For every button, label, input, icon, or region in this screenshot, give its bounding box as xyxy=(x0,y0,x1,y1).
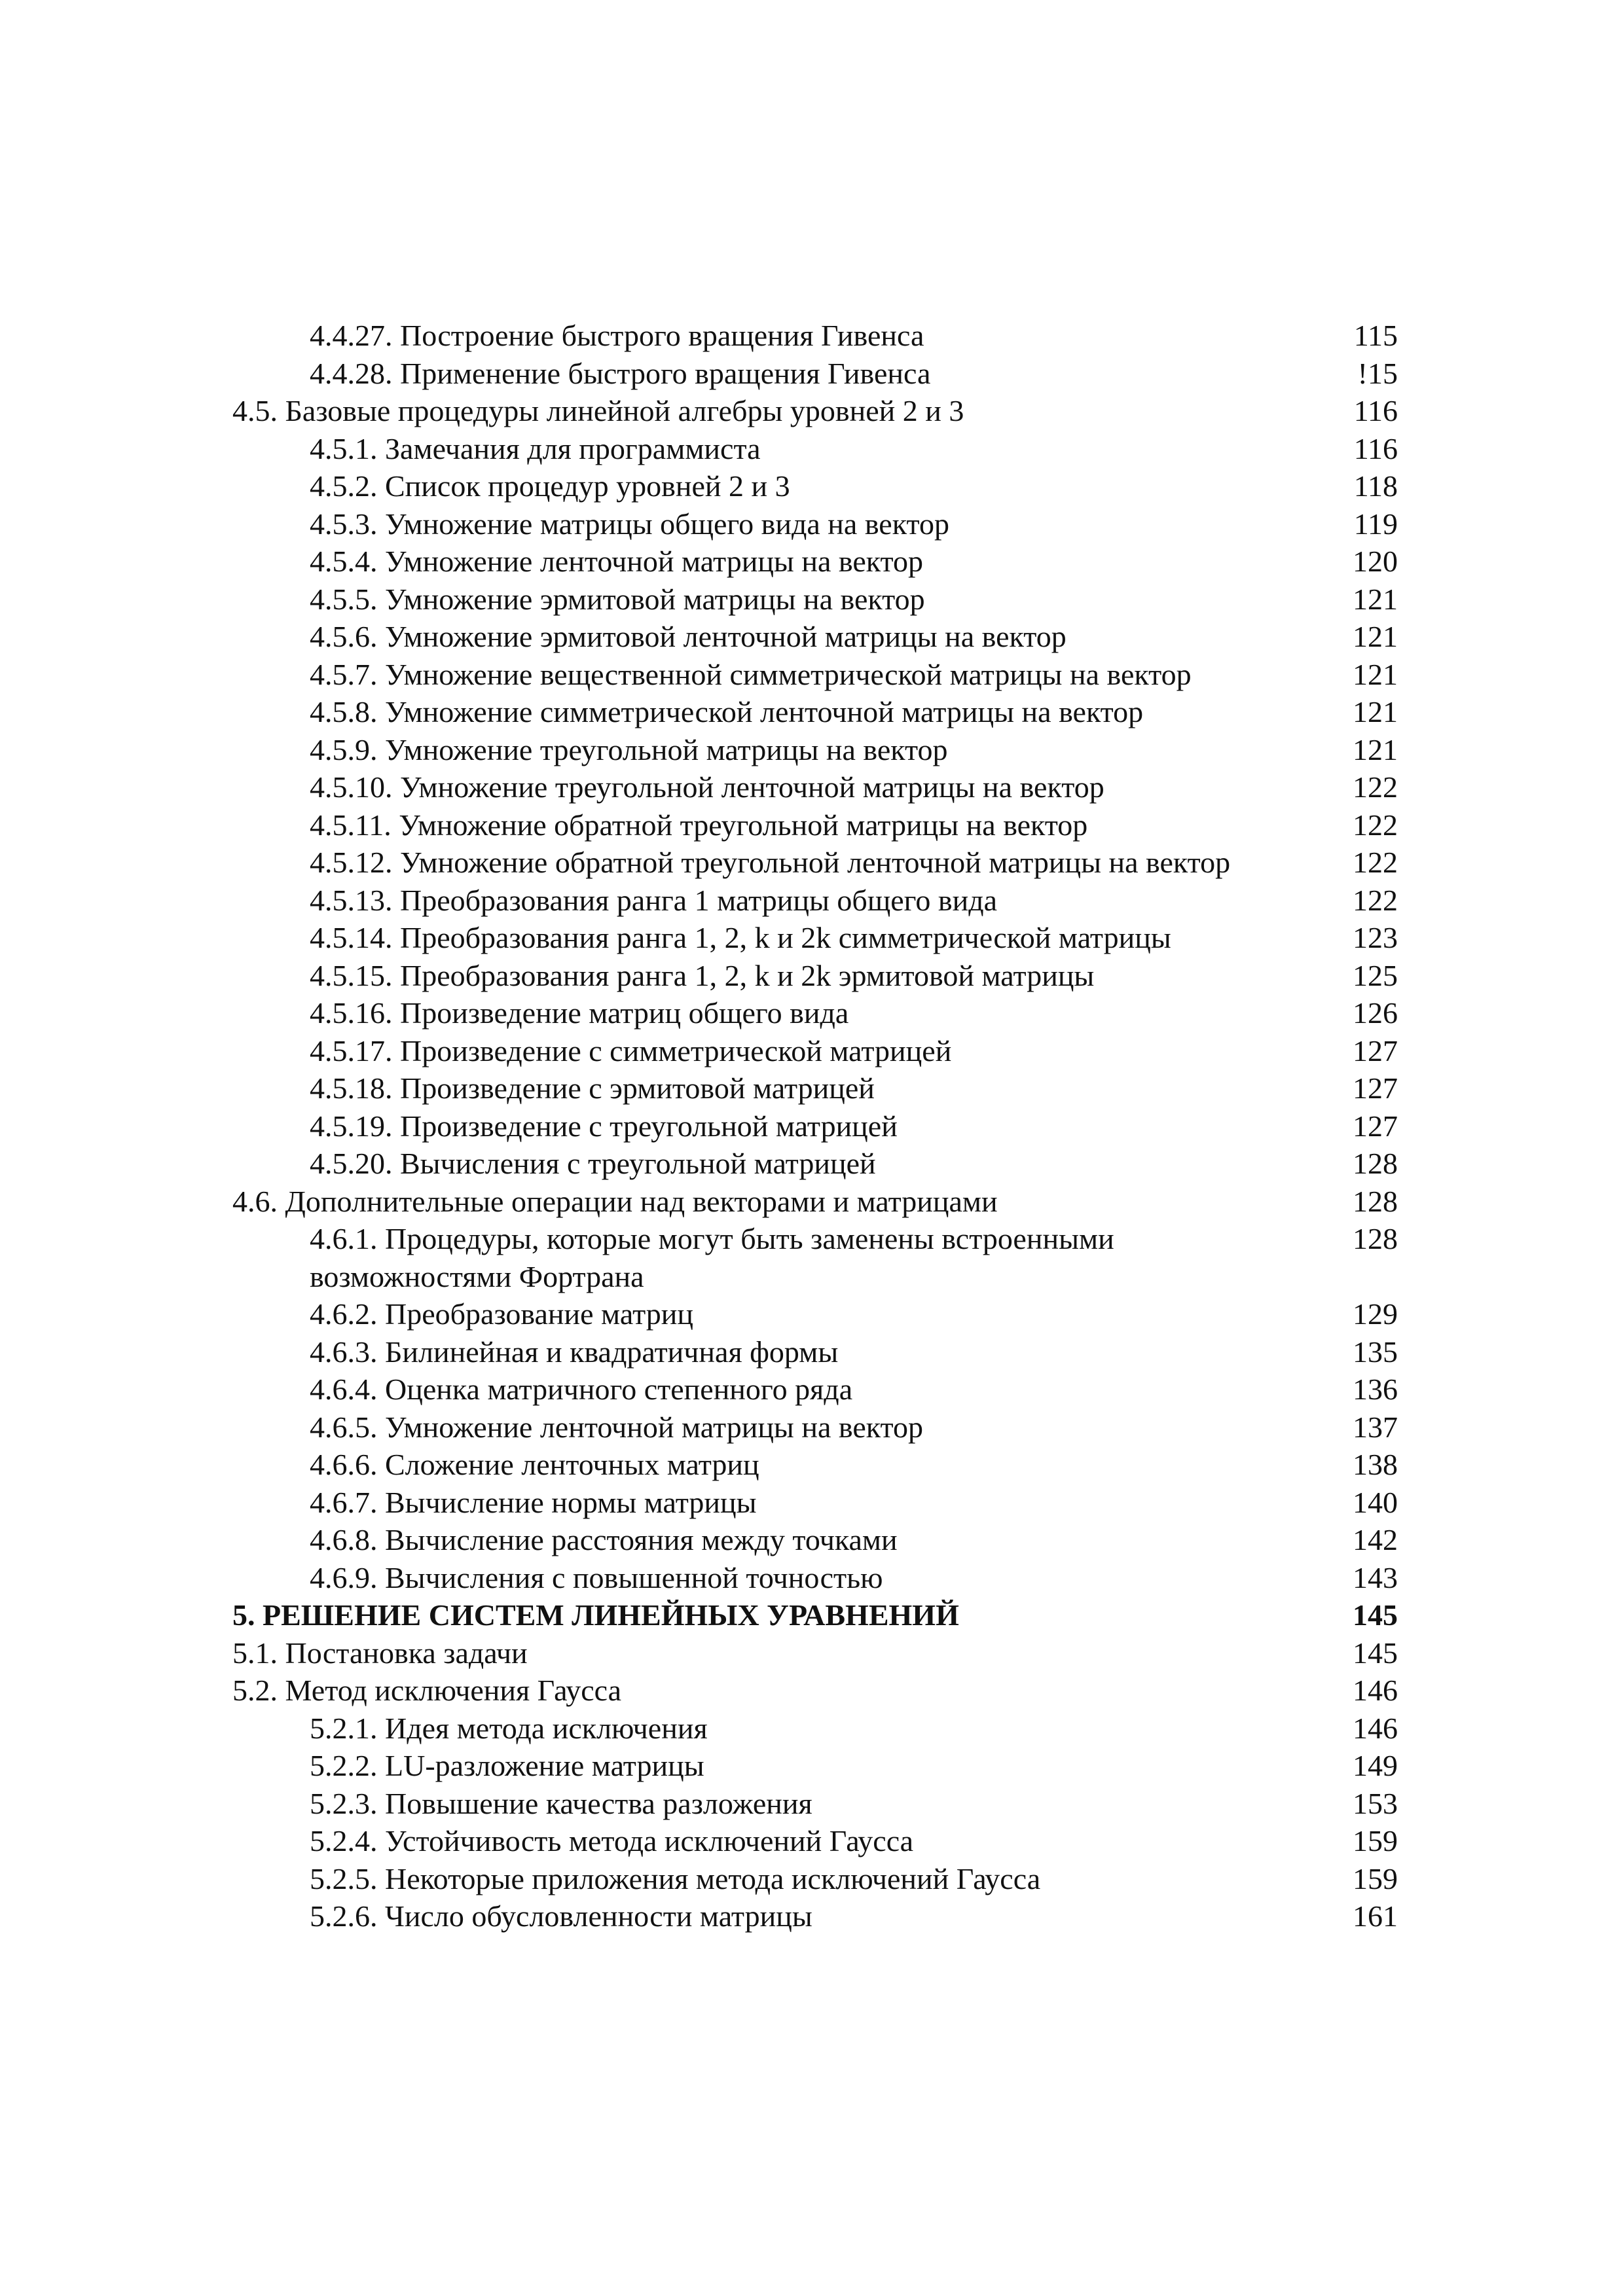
toc-entry-title: 4.5.18. Произведение с эрмитовой матрицей xyxy=(310,1071,875,1105)
toc-entry-title: 4.5.14. Преобразования ранга 1, 2, k и 2k симметрической матрицы xyxy=(310,921,1171,954)
toc-entry-title: 4.6.2. Преобразование матриц xyxy=(310,1297,693,1331)
toc-subsection-entry xyxy=(232,1069,1398,1107)
toc-entry-title: 4.5.5. Умножение эрмитовой матрицы на вектор xyxy=(310,582,925,616)
toc-entry-page-number: 126 xyxy=(1353,996,1398,1030)
toc-entry-title: 4.4.27. Построение быстрого вращения Гивенса xyxy=(310,319,924,352)
toc-entry-title: 5.2.3. Повышение качества разложения xyxy=(310,1786,812,1820)
toc-subsection-entry xyxy=(232,1822,1398,1860)
toc-entry-title: 4.6.1. Процедуры, которые могут быть заменены встроенными возможностями Фортрана xyxy=(310,1222,1114,1293)
toc-subsection-entry xyxy=(232,1295,1398,1333)
toc-entry-page-number: 119 xyxy=(1353,507,1398,541)
toc-entry-page-number: 136 xyxy=(1353,1372,1398,1406)
toc-section-entry xyxy=(232,392,1398,430)
toc-entry-title: 4.4.28. Применение быстрого вращения Гивенса xyxy=(310,356,931,390)
toc-entry-page-number: 128 xyxy=(1353,1184,1398,1218)
toc-entry-page-number: 149 xyxy=(1353,1749,1398,1782)
toc-subsection-entry xyxy=(232,355,1398,393)
toc-entry-title: 4.5. Базовые процедуры линейной алгебры уровней 2 и 3 xyxy=(232,394,964,427)
toc-subsection-entry xyxy=(232,467,1398,505)
toc-entry-page-number: 127 xyxy=(1353,1109,1398,1143)
toc-section-entry xyxy=(232,1634,1398,1672)
toc-section-entry xyxy=(232,1672,1398,1710)
toc-entry-page-number: 120 xyxy=(1353,545,1398,578)
toc-entry-page-number: 121 xyxy=(1353,657,1398,691)
toc-entry-page-number: 122 xyxy=(1353,808,1398,842)
toc-subsection-entry xyxy=(232,317,1398,355)
toc-entry-page-number: 129 xyxy=(1353,1297,1398,1331)
toc-subsection-entry xyxy=(232,656,1398,694)
toc-subsection-entry xyxy=(232,543,1398,581)
toc-entry-page-number: 116 xyxy=(1353,394,1398,427)
toc-entry-page-number: 140 xyxy=(1353,1485,1398,1519)
toc-subsection-entry xyxy=(232,1860,1398,1898)
toc-entry-page-number: 118 xyxy=(1353,469,1398,503)
toc-entry-title: 4.6.5. Умножение ленточной матрицы на вектор xyxy=(310,1410,923,1444)
toc-subsection-entry xyxy=(232,1521,1398,1559)
toc-subsection-entry xyxy=(232,844,1398,882)
toc-subsection-entry xyxy=(232,1446,1398,1484)
toc-subsection-entry xyxy=(232,1897,1398,1935)
toc-entry-page-number: 121 xyxy=(1353,732,1398,766)
toc-entry-page-number: 121 xyxy=(1353,620,1398,653)
toc-subsection-entry xyxy=(232,1333,1398,1371)
toc-subsection-entry xyxy=(232,1107,1398,1145)
toc-entry-page-number: 122 xyxy=(1353,846,1398,879)
toc-entry-title: 5.2.6. Число обусловленности матрицы xyxy=(310,1899,812,1933)
table-of-contents xyxy=(232,317,1398,1935)
toc-entry-title: 4.6.6. Сложение ленточных матриц xyxy=(310,1448,759,1481)
toc-entry-page-number: 116 xyxy=(1353,431,1398,465)
toc-subsection-entry xyxy=(232,1484,1398,1522)
toc-entry-page-number: !15 xyxy=(1357,356,1398,390)
toc-entry-title: 4.5.7. Умножение вещественной симметрической матрицы на вектор xyxy=(310,657,1192,691)
toc-entry-page-number: 125 xyxy=(1353,958,1398,992)
toc-entry-page-number: 145 xyxy=(1353,1598,1398,1632)
toc-entry-title: 4.5.2. Список процедур уровней 2 и 3 xyxy=(310,469,790,503)
toc-entry-title: 4.5.3. Умножение матрицы общего вида на вектор xyxy=(310,507,949,541)
toc-entry-title: 4.5.16. Произведение матриц общего вида xyxy=(310,996,849,1030)
toc-subsection-entry xyxy=(232,882,1398,920)
toc-subsection-entry xyxy=(232,1220,1398,1295)
toc-entry-title: 4.5.4. Умножение ленточной матрицы на вектор xyxy=(310,545,923,578)
toc-entry-page-number: 135 xyxy=(1353,1335,1398,1369)
toc-subsection-entry xyxy=(232,1145,1398,1183)
toc-subsection-entry xyxy=(232,430,1398,468)
toc-entry-title: 5.2.5. Некоторые приложения метода исключений Гаусса xyxy=(310,1861,1041,1895)
toc-entry-page-number: 153 xyxy=(1353,1786,1398,1820)
toc-entry-title: 4.6.3. Билинейная и квадратичная формы xyxy=(310,1335,839,1369)
toc-entry-page-number: 121 xyxy=(1353,695,1398,728)
toc-entry-page-number: 143 xyxy=(1353,1560,1398,1594)
toc-entry-title: 4.6.7. Вычисление нормы матрицы xyxy=(310,1485,757,1519)
toc-subsection-entry xyxy=(232,1371,1398,1408)
toc-entry-page-number: 127 xyxy=(1353,1071,1398,1105)
toc-entry-title: 5.2.2. LU-разложение матрицы xyxy=(310,1749,704,1782)
toc-entry-page-number: 146 xyxy=(1353,1711,1398,1745)
toc-subsection-entry xyxy=(232,1785,1398,1823)
toc-subsection-entry xyxy=(232,1559,1398,1597)
toc-entry-title: 4.5.1. Замечания для программиста xyxy=(310,431,761,465)
toc-entry-title: 4.5.6. Умножение эрмитовой ленточной матрицы на вектор xyxy=(310,620,1067,653)
toc-entry-page-number: 128 xyxy=(1353,1222,1398,1255)
toc-entry-title: 4.6.9. Вычисления с повышенной точностью xyxy=(310,1560,883,1594)
toc-entry-page-number: 122 xyxy=(1353,883,1398,917)
toc-entry-title: 4.5.19. Произведение с треугольной матрицей xyxy=(310,1109,898,1143)
toc-entry-page-number: 159 xyxy=(1353,1861,1398,1895)
toc-entry-page-number: 122 xyxy=(1353,770,1398,804)
toc-subsection-entry xyxy=(232,731,1398,769)
toc-subsection-entry xyxy=(232,1408,1398,1446)
toc-entry-title: 4.5.12. Умножение обратной треугольной ленточной матрицы на вектор xyxy=(310,846,1231,879)
toc-entry-title: 4.6.4. Оценка матричного степенного ряда xyxy=(310,1372,853,1406)
toc-entry-title: 4.6. Дополнительные операции над векторами и матрицами xyxy=(232,1184,998,1218)
toc-subsection-entry xyxy=(232,1747,1398,1785)
toc-entry-title: 4.6.8. Вычисление расстояния между точками xyxy=(310,1523,898,1556)
toc-chapter-entry xyxy=(232,1596,1398,1634)
toc-entry-page-number: 142 xyxy=(1353,1523,1398,1556)
toc-entry-title: 5.2.1. Идея метода исключения xyxy=(310,1711,708,1745)
toc-entry-title: 4.5.15. Преобразования ранга 1, 2, k и 2k эрмитовой матрицы xyxy=(310,958,1095,992)
toc-subsection-entry xyxy=(232,581,1398,619)
toc-subsection-entry xyxy=(232,919,1398,957)
toc-entry-page-number: 159 xyxy=(1353,1824,1398,1857)
toc-subsection-entry xyxy=(232,505,1398,543)
toc-entry-page-number: 121 xyxy=(1353,582,1398,616)
toc-entry-page-number: 128 xyxy=(1353,1147,1398,1180)
toc-entry-title: 4.5.11. Умножение обратной треугольной матрицы на вектор xyxy=(310,808,1088,842)
toc-entry-title: 4.5.20. Вычисления с треугольной матрицей xyxy=(310,1147,876,1180)
toc-entry-page-number: 161 xyxy=(1353,1899,1398,1933)
toc-entry-page-number: 146 xyxy=(1353,1674,1398,1707)
toc-subsection-entry xyxy=(232,1032,1398,1070)
toc-entry-title: 5. РЕШЕНИЕ СИСТЕМ ЛИНЕЙНЫХ УРАВНЕНИЙ xyxy=(232,1598,959,1632)
toc-subsection-entry xyxy=(232,806,1398,844)
toc-subsection-entry xyxy=(232,1710,1398,1748)
toc-entry-page-number: 137 xyxy=(1353,1410,1398,1444)
toc-subsection-entry xyxy=(232,768,1398,806)
toc-entry-title: 4.5.13. Преобразования ранга 1 матрицы общего вида xyxy=(310,883,998,917)
toc-entry-title: 4.5.8. Умножение симметрической ленточной матрицы на вектор xyxy=(310,695,1144,728)
toc-entry-title: 4.5.10. Умножение треугольной ленточной матрицы на вектор xyxy=(310,770,1104,804)
toc-entry-title: 5.2. Метод исключения Гаусса xyxy=(232,1674,622,1707)
toc-subsection-entry xyxy=(232,957,1398,995)
toc-section-entry xyxy=(232,1183,1398,1221)
toc-entry-title: 4.5.17. Произведение с симметрической матрицей xyxy=(310,1033,952,1067)
toc-entry-title: 5.2.4. Устойчивость метода исключений Гаусса xyxy=(310,1824,914,1857)
toc-entry-page-number: 145 xyxy=(1353,1636,1398,1670)
toc-entry-page-number: 115 xyxy=(1353,319,1398,352)
toc-subsection-entry xyxy=(232,618,1398,656)
toc-subsection-entry xyxy=(232,693,1398,731)
toc-entry-page-number: 138 xyxy=(1353,1448,1398,1481)
toc-entry-page-number: 127 xyxy=(1353,1033,1398,1067)
toc-entry-title: 4.5.9. Умножение треугольной матрицы на вектор xyxy=(310,732,948,766)
toc-entry-title: 5.1. Постановка задачи xyxy=(232,1636,528,1670)
toc-entry-page-number: 123 xyxy=(1353,921,1398,954)
toc-subsection-entry xyxy=(232,994,1398,1032)
